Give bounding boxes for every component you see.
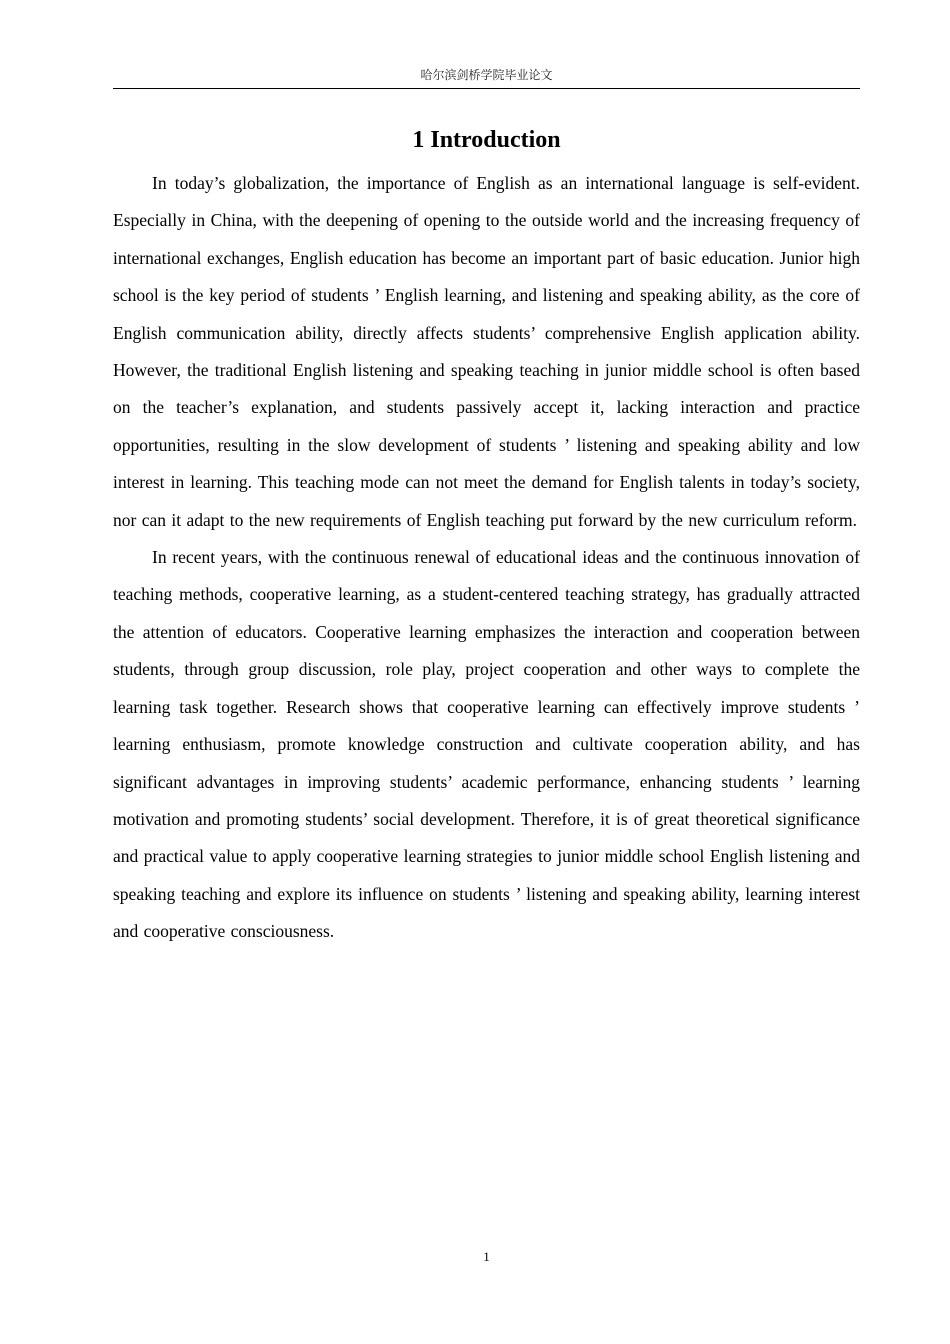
body-text [113, 165, 860, 951]
header-divider [113, 88, 860, 89]
paragraph-globalization: In today’s globalization, the importance of English as an international language is self-evident. Especially in China, with the deepening of opening to the outside world and the increasing frequency of international exchanges, English education has become an important part of basic education. Junior high school is the key period of students ’ English learning, and listening and speaking ability, as the core of English communication ability, directly affects students’ comprehensive English application ability. However, the traditional English listening and speaking teaching in junior middle school is often based on the teacher’s explanation, and students passively accept it, lacking interaction and practice opportunities, resulting in the slow development of students ’ listening and speaking ability and low interest in learning. This teaching mode can not meet the demand for English talents in today’s society, nor can it adapt to the new requirements of English teaching put forward by the new curriculum reform. [113, 173, 860, 530]
page-number: 1 [483, 1249, 490, 1264]
paragraph-cooperative-learning: In recent years, with the continuous renewal of educational ideas and the continuous innovation of teaching methods, cooperative learning, as a student-centered teaching strategy, has gradually attracted the attention of educators. Cooperative learning emphasizes the interaction and cooperation between students, through group discussion, role play, project cooperation and other ways to complete the learning task together. Research shows that cooperative learning can effectively improve students ’ learning enthusiasm, promote knowledge construction and cultivate cooperation ability, and has significant advantages in improving students’ academic performance, enhancing students ’ learning motivation and promoting students’ social development. Therefore, it is of great theoretical significance and practical value to apply cooperative learning strategies to junior middle school English listening and speaking teaching and explore its influence on students ’ listening and speaking ability, learning interest and cooperative consciousness. [113, 547, 860, 942]
running-header: 哈尔滨剑桥学院毕业论文 [420, 68, 553, 82]
chapter-title: 1 Introduction [412, 127, 561, 153]
